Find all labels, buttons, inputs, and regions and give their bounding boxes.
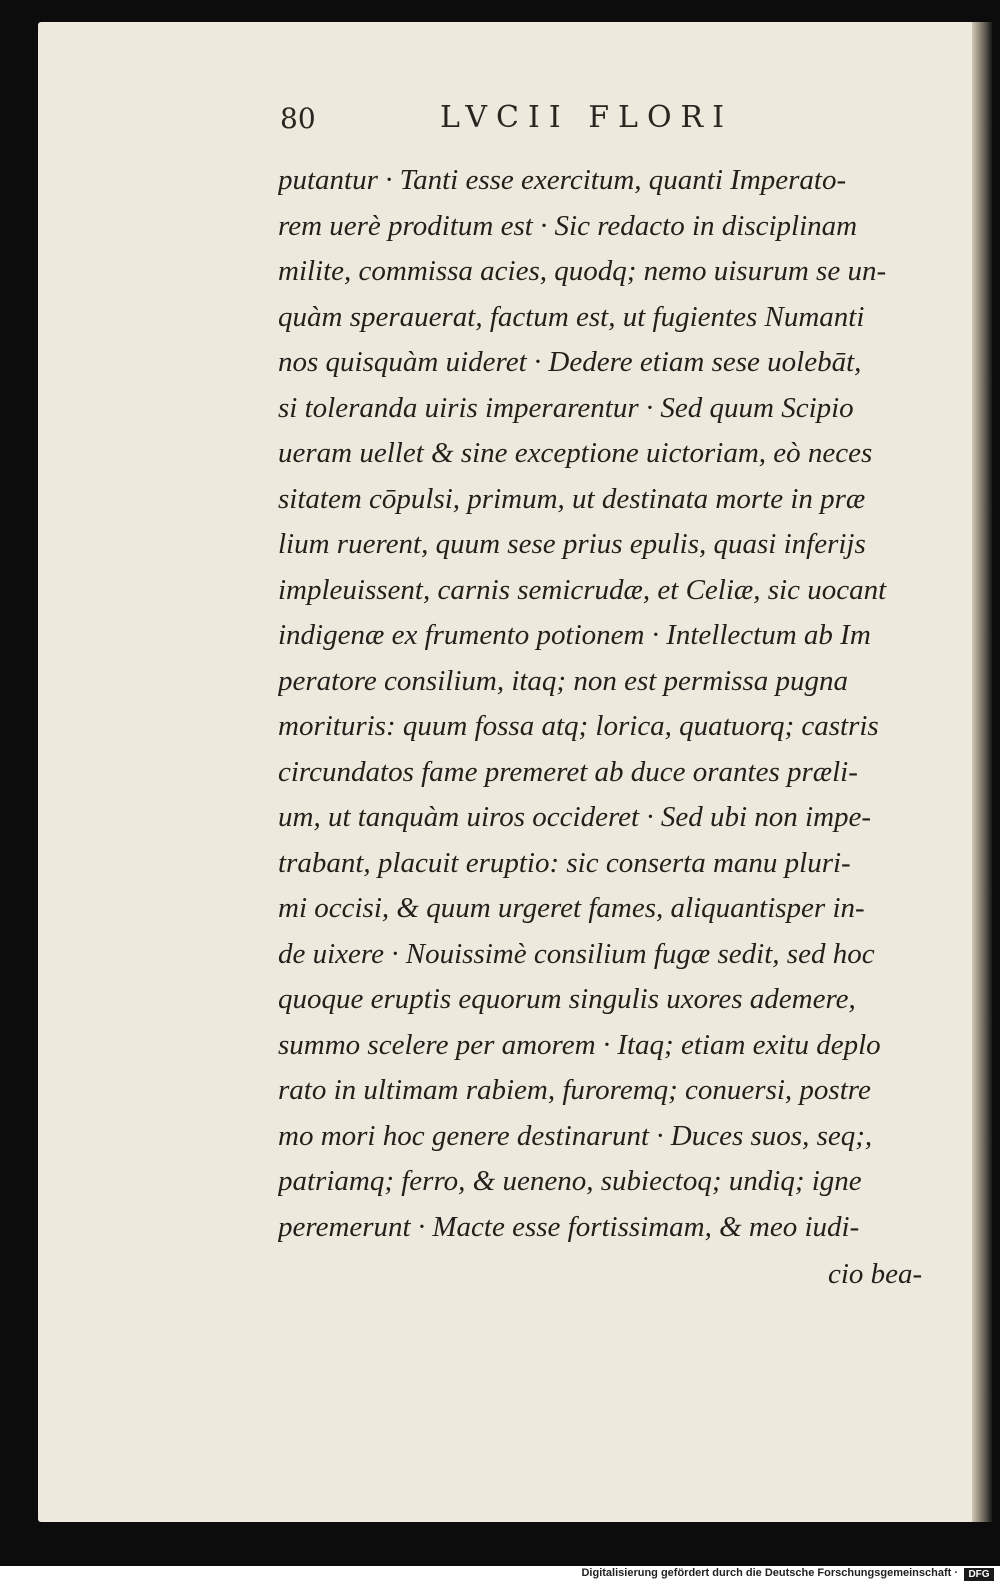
text-line: um, ut tanquàm uiros occideret · Sed ubi non impe- xyxy=(278,801,872,833)
text-line: quoque eruptis equorum singulis uxores ademere, xyxy=(278,983,856,1015)
text-line: de uixere · Nouissimè consilium fugæ sedit, sed hoc xyxy=(278,937,875,970)
text-line: putantur · Tanti esse exercitum, quanti Imperato- xyxy=(278,164,847,196)
text-line: trabant, placuit eruptio: sic conserta manu pluri- xyxy=(278,846,851,879)
text-line: circundatos fame premeret ab duce orantes præli- xyxy=(278,755,858,788)
text-line: sitatem cōpulsi, primum, ut destinata morte in præ xyxy=(278,482,866,515)
text-line: summo scelere per amorem · Itaq; etiam exitu deplo xyxy=(278,1028,881,1061)
text-line: milite, commissa acies, quodq; nemo uisurum se un- xyxy=(278,255,887,287)
running-head: LVCII FLORI xyxy=(440,100,733,135)
text-line: lium ruerent, quum sese prius epulis, quasi inferijs xyxy=(278,528,866,560)
dfg-logo: DFG xyxy=(964,1568,994,1581)
funding-credit: Digitalisierung gefördert durch die Deutsche Forschungsgemeinschaft · xyxy=(581,1567,958,1579)
body-text xyxy=(278,158,938,1250)
page-gutter xyxy=(972,22,992,1522)
text-line: peratore consilium, itaq; non est permissa pugna xyxy=(278,664,849,697)
text-line: morituris: quum fossa atq; lorica, quatuorq; castris xyxy=(278,710,879,742)
text-line: impleuissent, carnis semicrudæ, et Celiæ, sic uocant xyxy=(278,573,887,606)
text-line: nos quisquàm uideret · Dedere etiam sese uolebāt, xyxy=(278,346,862,378)
text-line: indigenæ ex frumento potionem · Intellectum ab Im xyxy=(278,619,871,651)
text-line: ueram uellet & sine exceptione uictoriam, eò neces xyxy=(278,437,873,469)
digitization-footer xyxy=(0,1566,1000,1584)
text-line: rato in ultimam rabiem, furoremq; conuersi, postre xyxy=(278,1074,871,1106)
text-line: rem uerè proditum est · Sic redacto in disciplinam xyxy=(278,209,858,242)
page-number: 80 xyxy=(280,102,316,135)
page-header xyxy=(280,100,780,140)
catchword: cio bea- xyxy=(828,1258,923,1290)
text-line: mo mori hoc genere destinarunt · Duces suos, seq;, xyxy=(278,1119,873,1152)
text-line: si toleranda uiris imperarentur · Sed quum Scipio xyxy=(278,391,854,424)
text-line: quàm sperauerat, factum est, ut fugientes Numanti xyxy=(278,300,865,333)
text-line: peremerunt · Macte esse fortissimam, & meo iudi- xyxy=(278,1210,860,1243)
text-line: patriamq; ferro, & ueneno, subiectoq; undiq; igne xyxy=(278,1165,862,1197)
text-line: mi occisi, & quum urgeret fames, aliquantisper in- xyxy=(278,892,865,924)
